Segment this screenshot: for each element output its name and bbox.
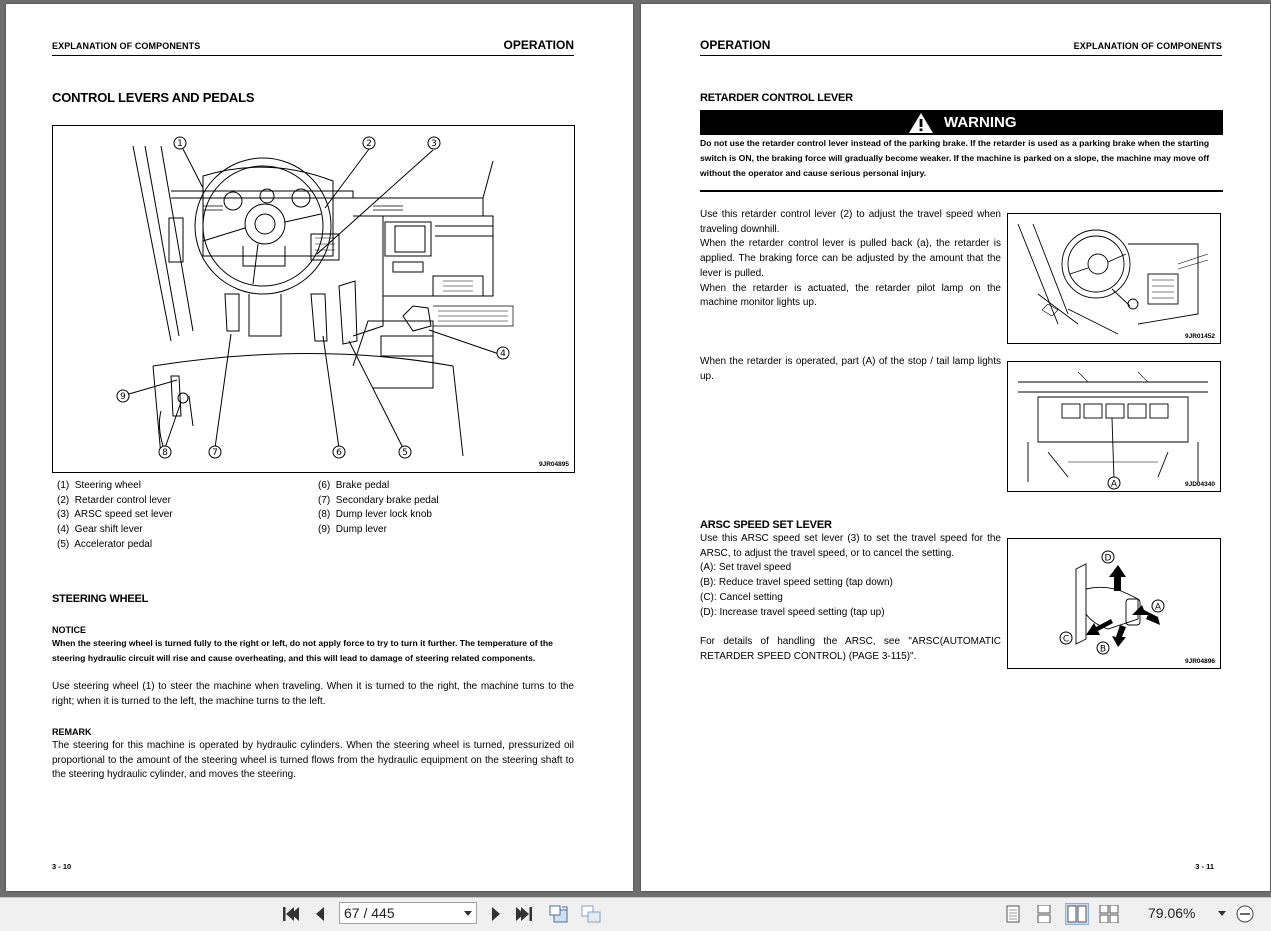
control-levers-title: CONTROL LEVERS AND PEDALS bbox=[52, 90, 255, 105]
retarder-lever-illustration bbox=[1008, 214, 1220, 343]
left-page bbox=[6, 4, 633, 891]
two-page-icon bbox=[1067, 905, 1087, 923]
arsc-details: For details of handling the ARSC, see "ARSC(AUTOMATIC RETARDER SPEED CONTROL) (PAGE 3-115)". bbox=[700, 635, 1001, 662]
left-header-chapter: OPERATION bbox=[503, 38, 574, 52]
first-page-button[interactable] bbox=[279, 904, 301, 924]
last-page-icon bbox=[515, 905, 535, 923]
callout-b: B bbox=[1099, 644, 1107, 655]
figure-code: 9JR04895 bbox=[539, 461, 569, 468]
stop-lamp-figure bbox=[1007, 361, 1221, 492]
zoom-out-icon bbox=[1235, 904, 1255, 924]
retarder-title: RETARDER CONTROL LEVER bbox=[700, 92, 853, 104]
two-page-button[interactable] bbox=[1065, 903, 1089, 925]
figure-code: 9JR04896 bbox=[1185, 658, 1215, 665]
prev-page-icon bbox=[312, 905, 328, 923]
figure-code: 9JD04340 bbox=[1185, 481, 1215, 488]
arsc-item: (C): Cancel setting bbox=[700, 591, 783, 603]
legend-item: (9) Dump lever bbox=[318, 524, 387, 536]
first-page-icon bbox=[280, 905, 300, 923]
page-number-field[interactable] bbox=[339, 902, 477, 924]
continuous-button[interactable] bbox=[1033, 904, 1055, 924]
retarder-paragraph: When the retarder control lever is pulled back (a), the retarder is applied. The braking force can be adjusted by the amount that the lever is pulled. bbox=[700, 238, 1001, 279]
zoom-dropdown-button[interactable] bbox=[1215, 904, 1229, 924]
callout-4: 4 bbox=[500, 349, 506, 359]
single-page-icon bbox=[1005, 905, 1021, 923]
callout-2: 2 bbox=[366, 139, 372, 149]
rotate-button[interactable] bbox=[548, 904, 570, 924]
fit-icon bbox=[580, 904, 602, 924]
next-page-button[interactable] bbox=[485, 904, 507, 924]
legend-item: (7) Secondary brake pedal bbox=[318, 494, 439, 506]
zoom-out-button[interactable] bbox=[1234, 904, 1256, 924]
page-indicator: 67 / 445 bbox=[344, 905, 395, 921]
callout-1: 1 bbox=[177, 139, 183, 149]
arsc-item: (B): Reduce travel speed setting (tap down) bbox=[700, 577, 893, 589]
warning-text: Do not use the retarder control lever instead of the parking brake. If the retarder is used as a parking brake when the starting switch is ON, the braking force will gradually become weaker. If the machine is parked on a slope, the machine may move off without the operator and cause serious personal injury. bbox=[700, 138, 1210, 178]
two-page-continuous-button[interactable] bbox=[1098, 904, 1120, 924]
continuous-icon bbox=[1036, 905, 1052, 923]
callout-7: 7 bbox=[212, 448, 218, 458]
remark-title: REMARK bbox=[52, 727, 92, 737]
legend-item: (6) Brake pedal bbox=[318, 480, 390, 491]
arsc-lever-figure bbox=[1007, 538, 1221, 669]
arsc-intro: Use this ARSC speed set lever (3) to set the travel speed for the ARSC, to adjust the travel speed, or to cancel the setting. bbox=[700, 533, 1001, 559]
right-header-rule bbox=[700, 55, 1222, 56]
retarder-paragraph: When the retarder is actuated, the retarder pilot lamp on the machine monitor lights up. bbox=[700, 282, 1001, 309]
arsc-item: (A): Set travel speed bbox=[700, 562, 792, 574]
retarder-paragraph: Use this retarder control lever (2) to adjust the travel speed when traveling downhill. bbox=[700, 209, 1001, 235]
left-page-number: 3 - 10 bbox=[52, 862, 72, 871]
steering-wheel-title: STEERING WHEEL bbox=[52, 593, 149, 605]
notice-text: When the steering wheel is turned fully to the right or left, do not apply force to try to turn it further. The temperature of the steering hydraulic circuit will rise and cause overheating, and this will lead to damage of steering related components. bbox=[52, 638, 553, 663]
arsc-lever-illustration bbox=[1008, 539, 1220, 668]
rotate-icon bbox=[548, 904, 570, 924]
retarder-lever-figure bbox=[1007, 213, 1221, 344]
arsc-item: (D): Increase travel speed setting (tap up) bbox=[700, 606, 885, 618]
rear-lamp-illustration bbox=[1008, 362, 1220, 491]
right-header-chapter: OPERATION bbox=[700, 38, 771, 52]
callout-d: D bbox=[1104, 553, 1112, 564]
steering-body: Use steering wheel (1) to steer the machine when traveling. When it is turned to the right, the machine turns to the right; when it is turned to the left, the machine turns to the left. bbox=[52, 681, 574, 707]
legend-item: (4) Gear shift lever bbox=[57, 524, 143, 536]
prev-page-button[interactable] bbox=[309, 904, 331, 924]
callout-8: 8 bbox=[162, 448, 168, 458]
right-page bbox=[641, 4, 1270, 891]
arsc-title: ARSC SPEED SET LEVER bbox=[700, 519, 832, 531]
stop-lamp-text: When the retarder is operated, part (A) of the stop / tail lamp lights up. bbox=[700, 356, 1001, 382]
callout-a: A bbox=[1110, 479, 1118, 490]
left-header-section: EXPLANATION OF COMPONENTS bbox=[52, 41, 201, 51]
warning-banner bbox=[700, 110, 1223, 135]
warning-label: WARNING bbox=[944, 114, 1017, 131]
callout-a: A bbox=[1154, 602, 1162, 613]
legend-item: (8) Dump lever lock knob bbox=[318, 509, 432, 521]
legend-item: (2) Retarder control lever bbox=[57, 494, 171, 506]
two-page-continuous-icon bbox=[1099, 905, 1119, 923]
callout-5: 5 bbox=[402, 448, 408, 458]
arsc-body bbox=[700, 532, 1001, 664]
notice-title: NOTICE bbox=[52, 625, 87, 635]
legend-right-column bbox=[318, 479, 439, 538]
last-page-button[interactable] bbox=[514, 904, 536, 924]
single-page-button[interactable] bbox=[1002, 904, 1024, 924]
warning-rule bbox=[700, 190, 1223, 192]
cab-interior-illustration bbox=[53, 126, 574, 472]
remark-text: The steering for this machine is operated by hydraulic cylinders. When the steering wheel is turned, pressurized oil proportional to the amount of the steering wheel is turned flows from the hydraulic equipment on the steering shaft to the steering hydraulic cylinder, and moves the steering. bbox=[52, 740, 574, 781]
control-levers-figure bbox=[52, 125, 575, 473]
zoom-level[interactable]: 79.06% bbox=[1148, 905, 1196, 921]
fit-button[interactable] bbox=[580, 904, 602, 924]
callout-3: 3 bbox=[431, 139, 437, 149]
right-header-section: EXPLANATION OF COMPONENTS bbox=[1073, 41, 1222, 51]
retarder-body bbox=[700, 208, 1001, 311]
next-page-icon bbox=[488, 905, 504, 923]
legend-item: (3) ARSC speed set lever bbox=[57, 509, 173, 521]
callout-c: C bbox=[1062, 634, 1070, 645]
viewer-toolbar bbox=[0, 897, 1271, 931]
legend-left-column bbox=[57, 479, 173, 553]
right-page-number: 3 - 11 bbox=[1195, 862, 1214, 871]
chevron-down-icon[interactable] bbox=[464, 911, 472, 917]
callout-9: 9 bbox=[120, 392, 126, 402]
figure-code: 9JR01452 bbox=[1185, 333, 1215, 340]
zoom-dropdown-icon bbox=[1218, 911, 1226, 917]
callout-6: 6 bbox=[336, 448, 342, 458]
legend-item: (5) Accelerator pedal bbox=[57, 538, 153, 550]
left-header-rule bbox=[52, 55, 574, 56]
legend-item: (1) Steering wheel bbox=[57, 480, 141, 491]
warning-icon bbox=[908, 112, 934, 134]
